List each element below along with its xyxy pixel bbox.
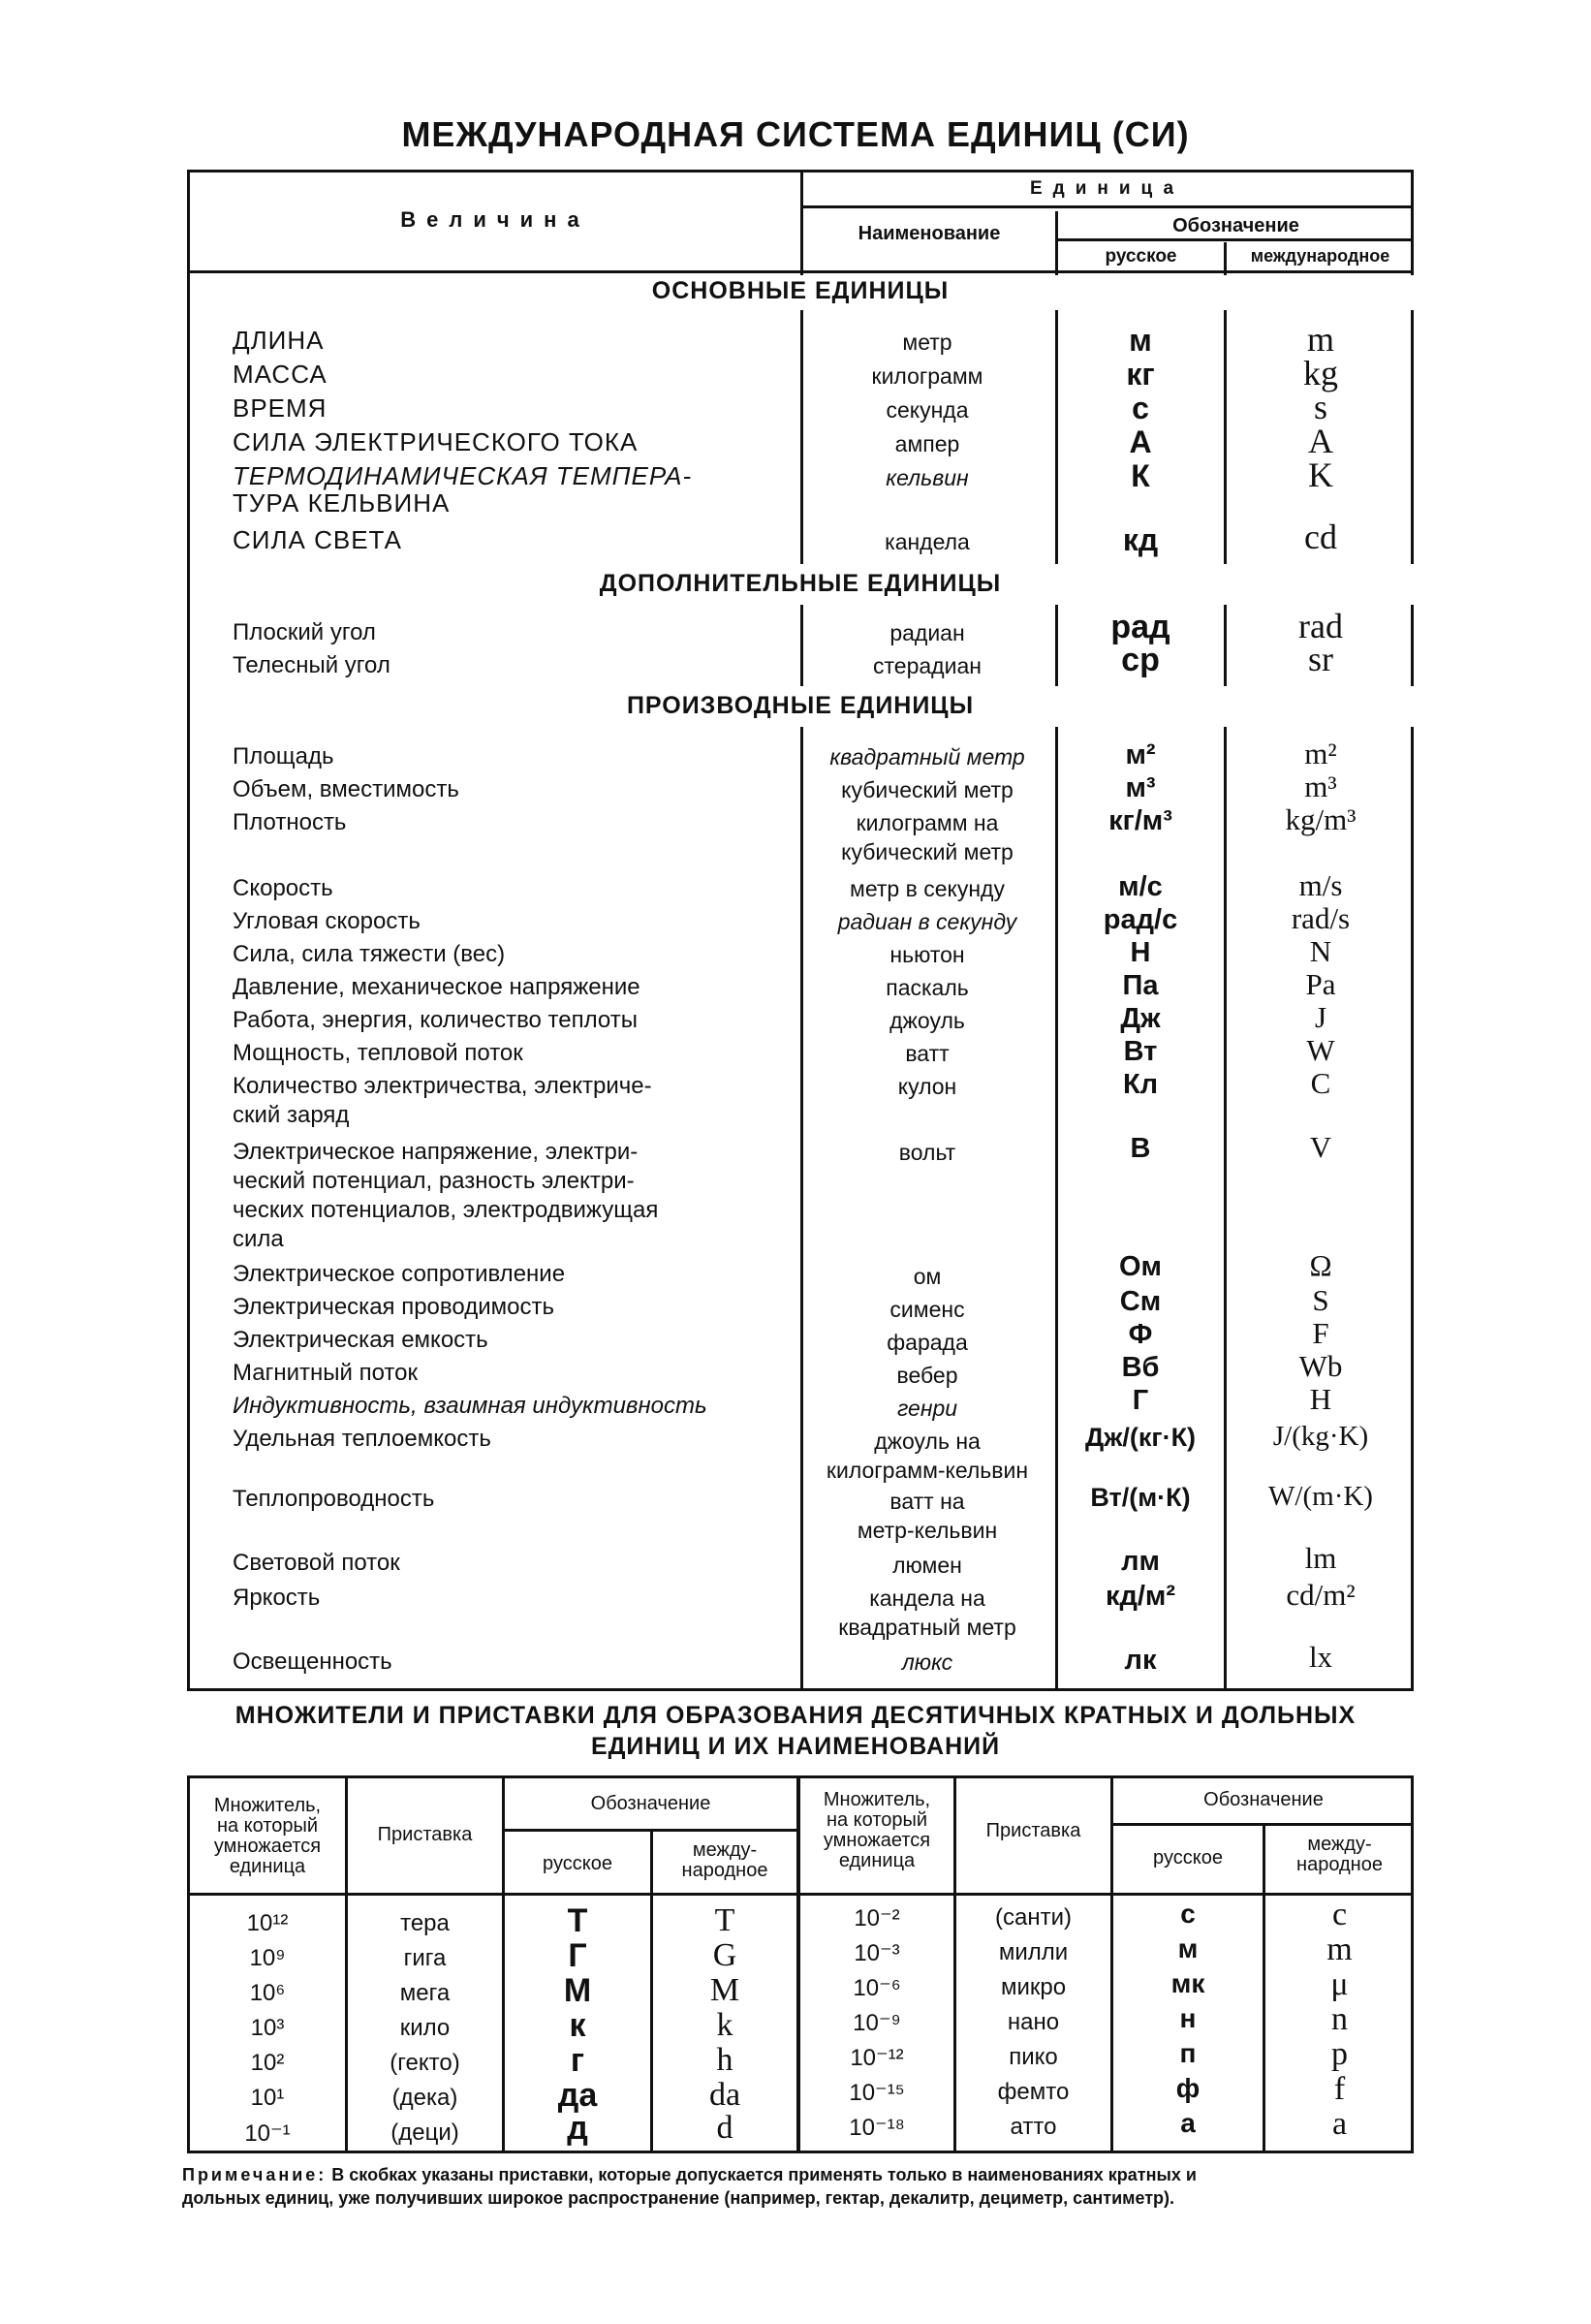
row-symbol-int: sr bbox=[1308, 640, 1333, 678]
row-unit-name: люкс bbox=[901, 1649, 953, 1675]
row-unit-name: радиан в секунду bbox=[837, 909, 1017, 934]
row-unit-name: кубический метр bbox=[841, 777, 1014, 802]
row-unit-name: ампер bbox=[894, 431, 960, 456]
prefix-symbol-ru: м bbox=[1177, 1933, 1199, 1963]
row-quantity: МАССА bbox=[233, 360, 328, 389]
row-quantity: Площадь bbox=[233, 743, 334, 769]
row-symbol-ru: м³ bbox=[1125, 772, 1156, 803]
prefix-symbol-int: T bbox=[714, 1902, 735, 1938]
row-unit-name: ньютон bbox=[889, 942, 965, 967]
row-unit-name: кельвин bbox=[886, 465, 969, 490]
row-symbol-int: lx bbox=[1308, 1640, 1333, 1674]
prefix-multiplier: 10⁻² bbox=[854, 1905, 900, 1931]
row-symbol-int: V bbox=[1309, 1130, 1332, 1164]
row-unit-name: стерадиан bbox=[873, 653, 982, 678]
header-multiplier-line: умножается bbox=[823, 1830, 931, 1851]
header-russian: русское bbox=[543, 1853, 612, 1874]
row-quantity: ДЛИНА bbox=[233, 326, 325, 355]
prefix-name: мега bbox=[399, 1980, 451, 2006]
page-title: МЕЖДУНАРОДНАЯ СИСТЕМА ЕДИНИЦ (СИ) bbox=[401, 114, 1190, 154]
row-symbol-int: W/(m·K) bbox=[1268, 1481, 1373, 1512]
row-unit-name: квадратный метр bbox=[829, 744, 1025, 769]
row-quantity: Электрическое напряжение, электри- bbox=[233, 1139, 639, 1165]
row-symbol-ru: Ф bbox=[1128, 1319, 1153, 1350]
row-quantity: Скорость bbox=[233, 875, 333, 901]
row-symbol-ru: кд bbox=[1122, 522, 1159, 557]
row-symbol-ru: м/с bbox=[1118, 871, 1163, 902]
prefix-symbol-int: p bbox=[1331, 2036, 1348, 2072]
prefix-symbol-ru: г bbox=[570, 2042, 585, 2079]
row-symbol-ru: Па bbox=[1122, 970, 1159, 1001]
header-bottom-rule bbox=[190, 1893, 1414, 1896]
row-symbol-ru: Вб bbox=[1121, 1352, 1160, 1383]
prefix-symbol-int: M bbox=[709, 1972, 740, 2008]
header-quantity: Величина bbox=[400, 207, 590, 232]
row-symbol-int: cd/m² bbox=[1286, 1578, 1356, 1612]
row-symbol-int: rad/s bbox=[1291, 901, 1351, 935]
row-symbol-ru: Кл bbox=[1122, 1069, 1159, 1100]
prefix-name: пико bbox=[1009, 2044, 1058, 2070]
prefix-symbol-int: m bbox=[1326, 1931, 1353, 1967]
row-quantity: Работа, энергия, количество теплоты bbox=[233, 1007, 638, 1033]
row-symbol-int: K bbox=[1308, 455, 1333, 494]
row-unit-name: килограмм bbox=[871, 363, 983, 389]
header-international: международное bbox=[1250, 246, 1390, 266]
header-prefix: Приставка bbox=[377, 1824, 473, 1845]
row-symbol-ru: В bbox=[1130, 1133, 1151, 1164]
prefix-symbol-ru: п bbox=[1179, 2038, 1197, 2068]
prefix-name: фемто bbox=[997, 2079, 1070, 2105]
prefix-symbol-ru: да bbox=[557, 2077, 598, 2114]
row-symbol-ru: кг/м³ bbox=[1108, 805, 1172, 836]
row-symbol-ru: Вт bbox=[1123, 1036, 1158, 1067]
header-russian: русское bbox=[1153, 1847, 1223, 1869]
header-rule-symbol bbox=[1055, 238, 1414, 241]
row-symbol-ru: кд/м² bbox=[1105, 1581, 1176, 1612]
row-quantity: СИЛА СВЕТА bbox=[233, 525, 402, 554]
row-symbol-int: kg/m³ bbox=[1285, 802, 1357, 836]
row-unit-name: кандела bbox=[885, 529, 970, 554]
header-symbol: Обозначение bbox=[1203, 1789, 1324, 1810]
row-symbol-int: Ω bbox=[1309, 1248, 1332, 1282]
row-symbol-ru: лк bbox=[1124, 1645, 1157, 1676]
row-quantity: Угловая скорость bbox=[233, 908, 421, 934]
row-quantity: Плотность bbox=[233, 809, 347, 835]
row-unit-name-cont: кубический метр bbox=[841, 839, 1014, 864]
prefix-multiplier: 10⁻¹⁵ bbox=[849, 2080, 905, 2106]
row-quantity: Количество электричества, электриче- bbox=[233, 1073, 652, 1099]
header-symbol: Обозначение bbox=[590, 1793, 711, 1814]
prefix-multiplier: 10⁻¹⁸ bbox=[849, 2115, 905, 2141]
row-quantity-cont: ческий потенциал, разность электри- bbox=[233, 1168, 635, 1194]
prefix-symbol-int: da bbox=[708, 2077, 741, 2113]
row-quantity-cont: ТУРА КЕЛЬВИНА bbox=[233, 488, 451, 518]
row-quantity-cont: ский заряд bbox=[233, 1102, 350, 1128]
header-multiplier-line: умножается bbox=[213, 1836, 322, 1857]
header-unit: Единица bbox=[1029, 178, 1185, 199]
row-symbol-int: lm bbox=[1304, 1541, 1337, 1575]
row-quantity: Давление, механическое напряжение bbox=[233, 974, 640, 1000]
prefix-symbol-ru: ф bbox=[1175, 2073, 1201, 2103]
footnote-text-cont: дольных единиц, уже получивших широкое распространение (например, гектар, декалитр, дециметр, сантиметр). bbox=[182, 2188, 1175, 2208]
prefix-multiplier: 10⁻¹ bbox=[244, 2120, 291, 2147]
row-symbol-int: Pa bbox=[1305, 967, 1336, 1001]
row-symbol-int: kg bbox=[1303, 354, 1338, 393]
header-multiplier-line: Множитель, bbox=[213, 1795, 322, 1816]
row-unit-name: метр в секунду bbox=[850, 876, 1005, 901]
row-quantity: ТЕРМОДИНАМИЧЕСКАЯ ТЕМПЕРА- bbox=[233, 461, 693, 490]
row-unit-name-cont: килограмм-кельвин bbox=[826, 1458, 1029, 1483]
row-symbol-int: cd bbox=[1304, 518, 1337, 556]
header-international bbox=[653, 1840, 796, 1881]
row-symbol-int: Wb bbox=[1298, 1349, 1343, 1383]
row-quantity: Мощность, тепловой поток bbox=[233, 1040, 523, 1066]
row-symbol-int: m² bbox=[1304, 737, 1337, 770]
section-title-derived: ПРОИЗВОДНЫЕ ЕДИНИЦЫ bbox=[626, 692, 975, 719]
row-symbol-ru: кг bbox=[1126, 357, 1155, 392]
header-russian: русское bbox=[1105, 246, 1177, 267]
prefix-multiplier: 10⁹ bbox=[249, 1945, 286, 1971]
row-unit-name: ватт bbox=[905, 1041, 950, 1066]
prefix-table-title: МНОЖИТЕЛИ И ПРИСТАВКИ ДЛЯ ОБРАЗОВАНИЯ ДЕСЯТИЧНЫХ КРАТНЫХ И ДОЛЬНЫХ bbox=[234, 1702, 1357, 1729]
row-unit-name: вебер bbox=[896, 1363, 958, 1388]
row-symbol-ru: Дж/(кг·К) bbox=[1084, 1423, 1197, 1452]
header-multiplier bbox=[800, 1790, 953, 1871]
row-symbol-int: m³ bbox=[1304, 769, 1337, 803]
footnote bbox=[182, 2163, 1432, 2210]
prefix-name: микро bbox=[1000, 1974, 1067, 2000]
prefix-symbol-ru: Г bbox=[568, 1937, 587, 1974]
header-rule bbox=[502, 1829, 796, 1832]
row-unit-name: килограмм на bbox=[856, 810, 999, 835]
prefix-multiplier: 10⁻⁶ bbox=[853, 1975, 901, 2001]
row-symbol-int: m/s bbox=[1298, 868, 1343, 902]
prefix-symbol-ru: к bbox=[569, 2007, 586, 2044]
row-symbol-int: W bbox=[1306, 1033, 1335, 1067]
row-symbol-int: F bbox=[1312, 1316, 1329, 1350]
row-symbol-int: C bbox=[1310, 1066, 1331, 1100]
row-quantity: Объем, вместимость bbox=[233, 776, 459, 802]
row-unit-name: вольт bbox=[898, 1140, 956, 1165]
prefix-symbol-ru: с bbox=[1180, 1899, 1196, 1929]
row-unit-name: люмен bbox=[892, 1553, 962, 1578]
row-unit-name: ватт на bbox=[889, 1489, 965, 1514]
header-multiplier-line: единица bbox=[838, 1850, 916, 1871]
si-units-table bbox=[187, 170, 1414, 1691]
section-title-base: ОСНОВНЫЕ ЕДИНИЦЫ bbox=[651, 277, 950, 304]
row-quantity: СИЛА ЭЛЕКТРИЧЕСКОГО ТОКА bbox=[233, 427, 639, 456]
header-international bbox=[1265, 1835, 1414, 1875]
row-symbol-ru: рад/с bbox=[1103, 904, 1178, 935]
row-symbol-ru: См bbox=[1119, 1286, 1162, 1317]
row-symbol-ru: рад bbox=[1110, 609, 1170, 645]
prefix-table-title-cont: ЕДИНИЦ И ИХ НАИМЕНОВАНИЙ bbox=[590, 1733, 1001, 1760]
header-rule bbox=[1110, 1823, 1414, 1826]
row-symbol-ru: м² bbox=[1125, 739, 1156, 770]
header-multiplier-line: на который bbox=[216, 1815, 319, 1837]
header-multiplier-line: единица bbox=[229, 1856, 306, 1877]
prefix-name: (гекто) bbox=[390, 2050, 460, 2076]
row-quantity: Электрическое сопротивление bbox=[233, 1261, 566, 1287]
prefix-symbol-ru: мк bbox=[1170, 1968, 1205, 1998]
header-multiplier bbox=[190, 1796, 345, 1877]
prefix-multiplier: 10² bbox=[250, 2050, 285, 2076]
row-unit-name: паскаль bbox=[886, 975, 969, 1000]
prefix-symbol-int: f bbox=[1333, 2071, 1346, 2107]
prefix-symbol-int: k bbox=[716, 2007, 733, 2043]
prefix-symbol-int: a bbox=[1331, 2106, 1348, 2142]
prefix-symbol-int: G bbox=[712, 1937, 737, 1973]
prefix-multiplier: 10⁻³ bbox=[854, 1940, 900, 1966]
header-bottom-rule bbox=[190, 270, 1414, 273]
row-unit-name: джоуль на bbox=[874, 1429, 981, 1454]
row-quantity: Электрическая проводимость bbox=[233, 1294, 554, 1320]
row-unit-name: метр bbox=[902, 330, 952, 355]
prefix-name: (деци) bbox=[390, 2120, 459, 2146]
row-quantity: Теплопроводность bbox=[233, 1486, 435, 1512]
row-symbol-int: s bbox=[1313, 388, 1327, 426]
header-name: Наименование bbox=[858, 223, 1001, 244]
footnote-text: В скобках указаны приставки, которые допускается применять только в наименованиях кратных и bbox=[331, 2165, 1197, 2184]
header-multiplier-line: на который bbox=[826, 1809, 928, 1831]
prefix-name: кило bbox=[399, 2015, 451, 2041]
prefix-multiplier: 10⁻⁹ bbox=[853, 2010, 901, 2036]
row-quantity: Удельная теплоемкость bbox=[233, 1426, 491, 1452]
prefix-multiplier: 10⁶ bbox=[249, 1980, 286, 2006]
row-symbol-int: rad bbox=[1298, 607, 1343, 645]
row-quantity: Световой поток bbox=[233, 1550, 400, 1576]
prefix-symbol-int: n bbox=[1331, 2001, 1348, 2037]
row-symbol-int: m bbox=[1306, 320, 1334, 359]
row-symbol-int: S bbox=[1312, 1283, 1329, 1317]
prefix-name: нано bbox=[1007, 2009, 1060, 2035]
prefix-multiplier: 10³ bbox=[250, 2015, 285, 2041]
row-symbol-ru: ср bbox=[1121, 642, 1160, 678]
row-symbol-ru: Ом bbox=[1118, 1251, 1162, 1282]
header-international-line: народное bbox=[681, 1860, 768, 1881]
header-international-line: между- bbox=[1307, 1834, 1372, 1855]
row-quantity: Индуктивность, взаимная индуктивность bbox=[233, 1393, 707, 1419]
section-title-supplementary: ДОПОЛНИТЕЛЬНЫЕ ЕДИНИЦЫ bbox=[599, 570, 1002, 597]
row-symbol-ru: К bbox=[1131, 458, 1150, 493]
prefix-symbol-int: c bbox=[1331, 1897, 1348, 1932]
row-quantity: Сила, сила тяжести (вес) bbox=[233, 941, 506, 967]
footnote-label: Примечание: bbox=[182, 2165, 328, 2184]
row-symbol-int: A bbox=[1308, 422, 1333, 460]
row-unit-name: ом bbox=[913, 1264, 942, 1289]
row-symbol-int: N bbox=[1309, 934, 1332, 968]
row-quantity-cont: сила bbox=[233, 1226, 284, 1252]
prefix-symbol-ru: н bbox=[1179, 2003, 1197, 2033]
row-unit-name: фарада bbox=[887, 1330, 968, 1355]
row-unit-name: кандела на bbox=[869, 1586, 985, 1611]
header-symbol: Обозначение bbox=[1172, 215, 1299, 236]
prefix-multiplier: 10¹ bbox=[250, 2085, 285, 2111]
row-unit-name: радиан bbox=[889, 620, 965, 645]
row-symbol-int: J bbox=[1314, 1000, 1327, 1034]
prefix-symbol-ru: д bbox=[567, 2110, 588, 2147]
prefix-name: гига bbox=[403, 1945, 447, 1971]
row-symbol-int: J/(kg·K) bbox=[1272, 1421, 1369, 1452]
row-symbol-ru: с bbox=[1132, 391, 1149, 425]
row-unit-name-cont: квадратный метр bbox=[838, 1615, 1016, 1640]
row-quantity: Электрическая емкость bbox=[233, 1327, 488, 1353]
row-symbol-ru: Г bbox=[1132, 1385, 1149, 1416]
row-quantity: ВРЕМЯ bbox=[233, 393, 328, 423]
prefix-name: (санти) bbox=[995, 1904, 1072, 1931]
row-symbol-ru: Н bbox=[1130, 937, 1151, 968]
row-symbol-ru: Дж bbox=[1120, 1003, 1161, 1034]
row-symbol-ru: А bbox=[1129, 424, 1152, 459]
prefix-name: (дека) bbox=[391, 2085, 458, 2111]
prefix-name: тера bbox=[400, 1910, 450, 1936]
header-prefix: Приставка bbox=[985, 1820, 1081, 1841]
prefix-symbol-ru: а bbox=[1180, 2108, 1196, 2138]
header-rule-unit bbox=[800, 205, 1414, 208]
row-quantity: Яркость bbox=[233, 1585, 321, 1611]
row-symbol-ru: м bbox=[1129, 323, 1152, 358]
prefix-multiplier: 10¹² bbox=[246, 1910, 289, 1936]
row-quantity: Телесный угол bbox=[233, 652, 390, 678]
row-symbol-int: H bbox=[1309, 1382, 1332, 1416]
row-quantity: Магнитный поток bbox=[233, 1360, 418, 1386]
prefix-symbol-ru: М bbox=[563, 1972, 592, 2009]
row-unit-name: сименс bbox=[889, 1297, 965, 1322]
row-quantity: Плоский угол bbox=[233, 619, 376, 645]
row-unit-name: генри bbox=[896, 1396, 958, 1421]
header-international-line: между- bbox=[692, 1839, 758, 1861]
row-unit-name: кулон bbox=[897, 1074, 957, 1099]
row-quantity-cont: ческих потенциалов, электродвижущая bbox=[233, 1197, 659, 1223]
header-multiplier-line: Множитель, bbox=[823, 1789, 931, 1810]
row-unit-name: секунда bbox=[886, 397, 969, 423]
prefix-symbol-int: d bbox=[716, 2110, 733, 2146]
header-international-line: народное bbox=[1296, 1854, 1383, 1875]
row-symbol-ru: Вт/(м·К) bbox=[1090, 1483, 1191, 1512]
prefix-name: милли bbox=[998, 1939, 1069, 1965]
row-unit-name-cont: метр-кельвин bbox=[857, 1518, 998, 1543]
row-unit-name: джоуль bbox=[889, 1008, 965, 1033]
row-quantity: Освещенность bbox=[233, 1649, 392, 1675]
prefix-symbol-int: μ bbox=[1330, 1966, 1349, 2002]
row-symbol-ru: лм bbox=[1121, 1546, 1160, 1577]
prefix-symbol-ru: Т bbox=[567, 1902, 588, 1939]
prefix-name: атто bbox=[1010, 2114, 1057, 2140]
prefix-multiplier: 10⁻¹² bbox=[850, 2045, 904, 2071]
prefix-symbol-int: h bbox=[716, 2042, 733, 2078]
prefix-table bbox=[187, 1775, 1414, 2153]
